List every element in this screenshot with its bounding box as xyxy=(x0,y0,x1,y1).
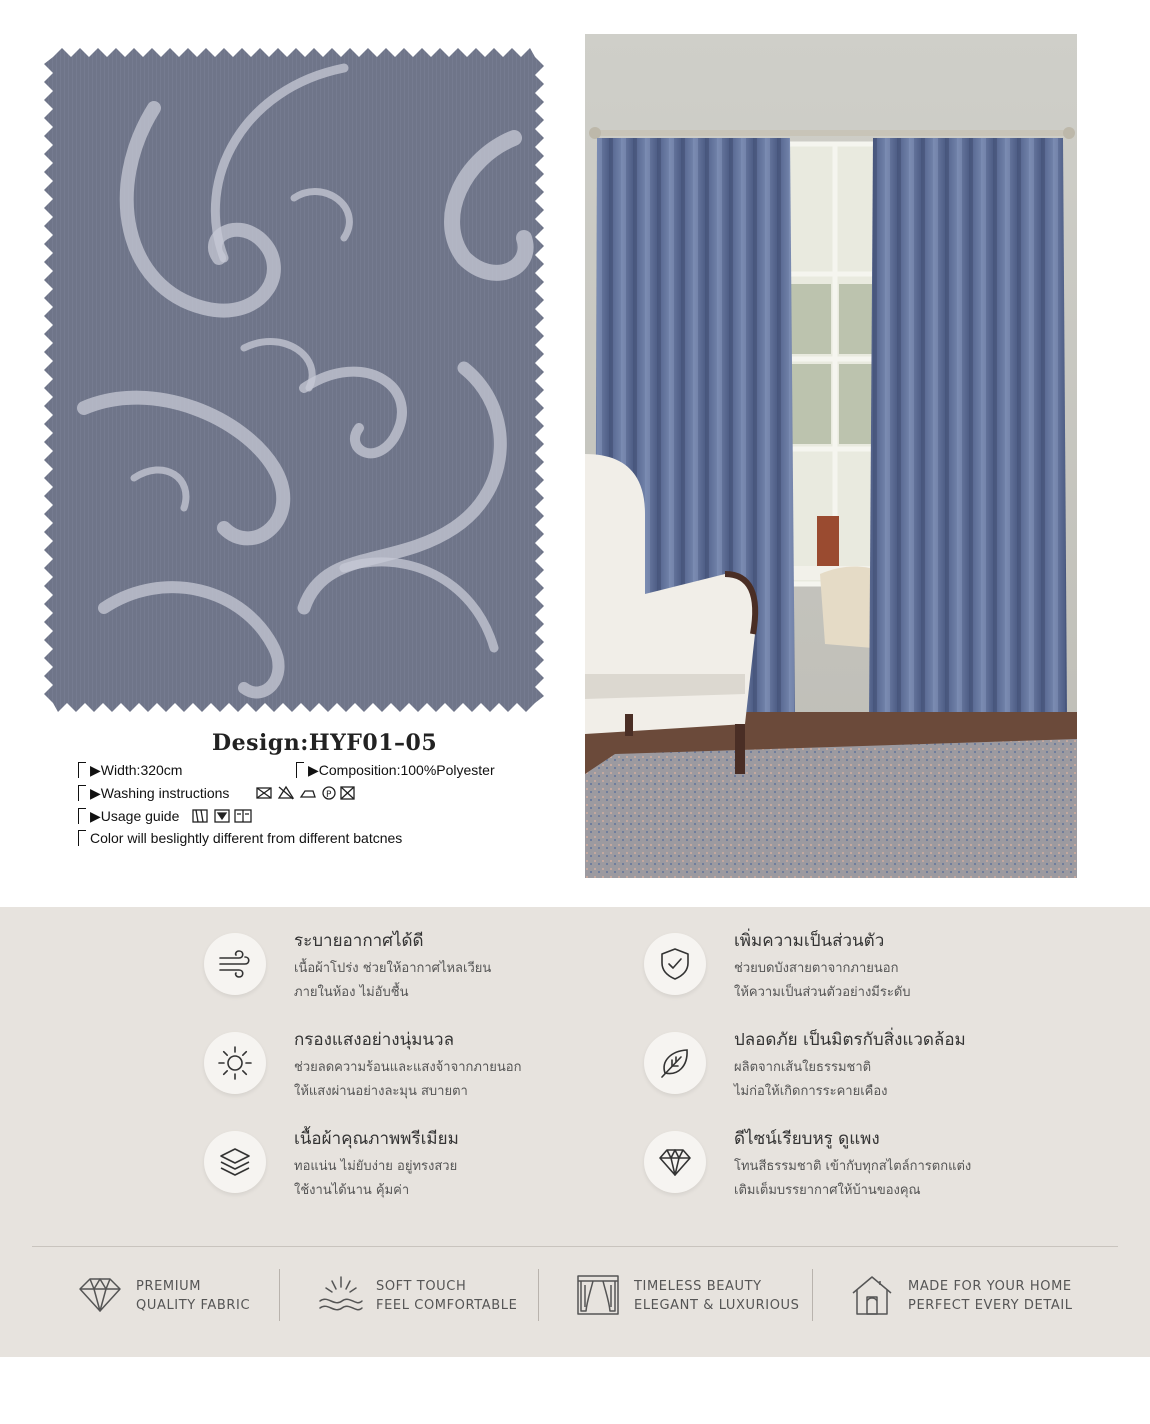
layers-icon xyxy=(204,1131,266,1193)
features-panel: ระบายอากาศได้ดี เนื้อผ้าโปร่ง ช่วยให้อากาศไหลเวียน ภายในห้อง ไม่อับชื้น เพิ่มความเป็นส่วนตัว ช่วยบดบังสายตาจากภายนอก ให้ความเป็นส่วนตัวอย่างมีระดับ กรองแสงอย่างนุ่มนวล ช่วยลดความร้อนและแสงจ้าจากภายนอก ให้แสงผ่านอย่างละมุน สบายตา ปลอดภัย เป็นมิตรกับสิ่งแวดล้อม ผลิตจากเส้นใยธรรมชาติ ไม่ก่อให้เกิดการระคายเคือง เนื้อผ้าคุณภาพพรีเมียม ทอแน่น ไม่ยับง่าย อยู่ทรงสวย ใช้งานได้นาน คุ้มค่า ดีไซน์เรียบหรู ดูแพง โทนสีธรรมชาติ เข้ากับทุกสไตล์การตกแต่ง เติมเต็มบรรยากาศให้บ้านของคุณ PREMIUM QUALITY FABRIC SOFT TOUCH FEEL COMFORTABLE TIMELESS BEAUTY ELEGANT & LUXURIOUS MADE FOR YOUR HOME PERFECT EVERY DETAIL xyxy=(0,907,1150,1357)
spec-washing: ▶Washing instructions P xyxy=(78,785,361,804)
wind-icon xyxy=(204,933,266,995)
soft-touch-icon xyxy=(318,1273,364,1317)
diamond-icon xyxy=(78,1273,122,1317)
sun-icon xyxy=(204,1032,266,1094)
feature-light-filter: กรองแสงอย่างนุ่มนวล ช่วยลดความร้อนและแสงจ้าจากภายนอก ให้แสงผ่านอย่างละมุน สบายตา xyxy=(204,1032,644,1122)
feature-premium: เนื้อผ้าคุณภาพพรีเมียม ทอแน่น ไม่ยับง่าย อยู่ทรงสวย ใช้งานได้นาน คุ้มค่า xyxy=(204,1131,644,1221)
feature-breathable: ระบายอากาศได้ดี เนื้อผ้าโปร่ง ช่วยให้อากาศไหลเวียน ภายในห้อง ไม่อับชื้น xyxy=(204,933,644,1023)
curtain-icon xyxy=(576,1273,620,1317)
color-note: Color will beslightly different from different batcnes xyxy=(78,830,402,846)
spec-width: ▶Width:320cm xyxy=(78,762,182,779)
feature-eco: ปลอดภัย เป็นมิตรกับสิ่งแวดล้อม ผลิตจากเส้นใยธรรมชาติ ไม่ก่อให้เกิดการระคายเคือง xyxy=(644,1032,1084,1122)
room-curtain-photo xyxy=(585,34,1077,878)
washing-symbols-icon xyxy=(239,785,361,804)
fabric-swatch-image xyxy=(44,48,544,712)
usage-symbols-icon xyxy=(189,808,259,827)
spec-composition: ▶Composition:100%Polyester xyxy=(296,762,495,779)
leaf-icon xyxy=(644,1032,706,1094)
svg-text:P: P xyxy=(326,790,332,800)
spec-usage: ▶Usage guide xyxy=(78,808,259,827)
badge-separator xyxy=(812,1269,813,1321)
home-icon xyxy=(850,1273,894,1317)
badge-separator xyxy=(538,1269,539,1321)
feature-design: ดีไซน์เรียบหรู ดูแพง โทนสีธรรมชาติ เข้ากับทุกสไตล์การตกแต่ง เติมเต็มบรรยากาศให้บ้านของคุณ xyxy=(644,1131,1084,1221)
panel-divider xyxy=(32,1246,1118,1247)
shield-check-icon xyxy=(644,933,706,995)
badge-separator xyxy=(279,1269,280,1321)
design-code: Design:HYF01–05 xyxy=(212,730,438,756)
diamond-icon xyxy=(644,1131,706,1193)
feature-privacy: เพิ่มความเป็นส่วนตัว ช่วยบดบังสายตาจากภายนอก ให้ความเป็นส่วนตัวอย่างมีระดับ xyxy=(644,933,1084,1023)
